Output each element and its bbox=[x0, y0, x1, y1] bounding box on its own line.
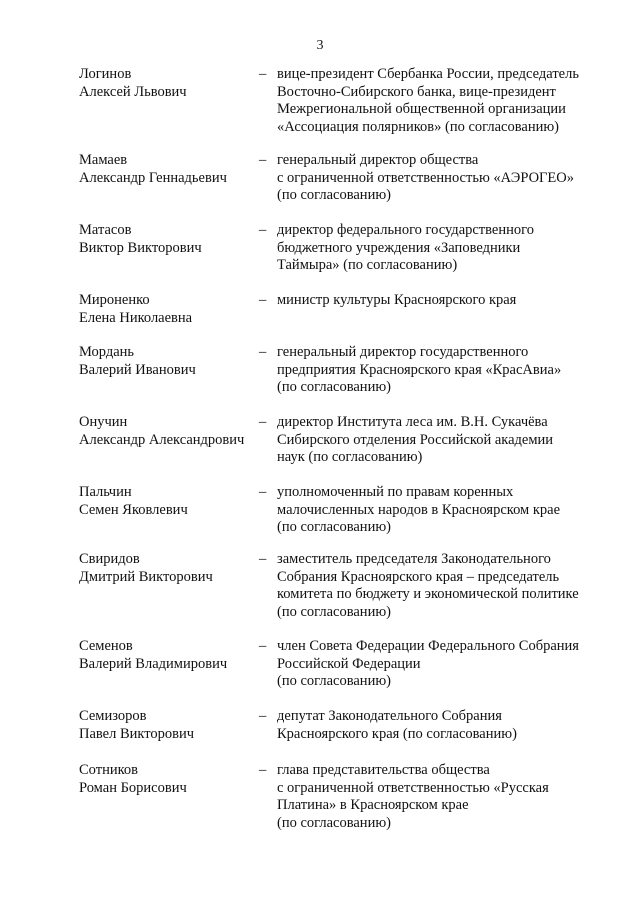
separator-dash: – bbox=[259, 762, 267, 778]
member-position: глава представительства общества с ограниченной ответственностью «Русская Платина» в Красноярском крае (по согласованию) bbox=[277, 762, 549, 831]
member-name bbox=[79, 638, 259, 673]
member-position: вице-президент Сбербанка России, председатель Восточно-Сибирского банка, вице-президент Межрегиональной общественной организации «Ассоциация полярников» (по согласованию) bbox=[277, 66, 579, 135]
separator-dash: – bbox=[259, 414, 267, 430]
separator-dash: – bbox=[259, 708, 267, 724]
member-position: генеральный директор общества с ограниченной ответственностью «АЭРОГЕО» (по согласованию) bbox=[277, 152, 575, 203]
member-given-names: Алексей Львович bbox=[79, 83, 187, 100]
separator-dash: – bbox=[259, 638, 267, 654]
separator-dash: – bbox=[259, 152, 267, 168]
separator-dash: – bbox=[259, 66, 267, 82]
separator-dash: – bbox=[259, 292, 267, 308]
separator-dash: – bbox=[259, 484, 267, 500]
member-position: директор федерального государственного бюджетного учреждения «Заповедники Таймыра» (по согласованию) bbox=[277, 222, 534, 273]
member-surname: Мордань bbox=[79, 344, 135, 360]
member-position: министр культуры Красноярского края bbox=[277, 292, 517, 308]
member-surname: Онучин bbox=[79, 414, 128, 430]
member-given-names: Елена Николаевна bbox=[79, 309, 193, 326]
member-surname: Матасов bbox=[79, 222, 132, 238]
member-surname: Пальчин bbox=[79, 484, 132, 500]
separator-dash: – bbox=[259, 222, 267, 238]
member-name bbox=[79, 762, 259, 797]
member-name bbox=[79, 414, 259, 449]
member-surname: Свиридов bbox=[79, 551, 140, 567]
member-name bbox=[79, 222, 259, 257]
member-given-names: Виктор Викторович bbox=[79, 239, 202, 256]
member-name bbox=[79, 484, 259, 519]
member-position: уполномоченный по правам коренных малочисленных народов в Красноярском крае (по согласованию) bbox=[277, 484, 561, 535]
member-given-names: Валерий Владимирович bbox=[79, 655, 228, 672]
member-name bbox=[79, 66, 259, 101]
member-given-names: Александр Геннадьевич bbox=[79, 169, 227, 186]
member-given-names: Семен Яковлевич bbox=[79, 501, 188, 518]
member-surname: Мироненко bbox=[79, 292, 150, 308]
member-position: директор Института леса им. В.Н. Сукачёва Сибирского отделения Российской академии наук (по согласованию) bbox=[277, 414, 554, 465]
member-surname: Мамаев bbox=[79, 152, 128, 168]
member-given-names: Роман Борисович bbox=[79, 779, 187, 796]
member-name bbox=[79, 152, 259, 187]
separator-dash: – bbox=[259, 344, 267, 360]
member-given-names: Павел Викторович bbox=[79, 725, 195, 742]
member-given-names: Валерий Иванович bbox=[79, 361, 196, 378]
member-surname: Логинов bbox=[79, 66, 132, 82]
member-given-names: Александр Александрович bbox=[79, 431, 245, 448]
member-surname: Семенов bbox=[79, 638, 133, 654]
member-surname: Семизоров bbox=[79, 708, 147, 724]
member-name bbox=[79, 551, 259, 586]
member-given-names: Дмитрий Викторович bbox=[79, 568, 213, 585]
member-position: заместитель председателя Законодательного Собрания Красноярского края – председатель комитета по бюджету и экономической политике (по согласованию) bbox=[277, 551, 579, 620]
member-position: депутат Законодательного Собрания Красноярского края (по согласованию) bbox=[277, 708, 517, 742]
page-number: 3 bbox=[316, 38, 324, 53]
separator-dash: – bbox=[259, 551, 267, 567]
member-name bbox=[79, 292, 259, 327]
member-name bbox=[79, 344, 259, 379]
member-position: генеральный директор государственного предприятия Красноярского края «КрасАвиа» (по согласованию) bbox=[277, 344, 562, 395]
member-position: член Совета Федерации Федерального Собрания Российской Федерации (по согласованию) bbox=[277, 638, 579, 689]
member-name bbox=[79, 708, 259, 743]
member-surname: Сотников bbox=[79, 762, 138, 778]
